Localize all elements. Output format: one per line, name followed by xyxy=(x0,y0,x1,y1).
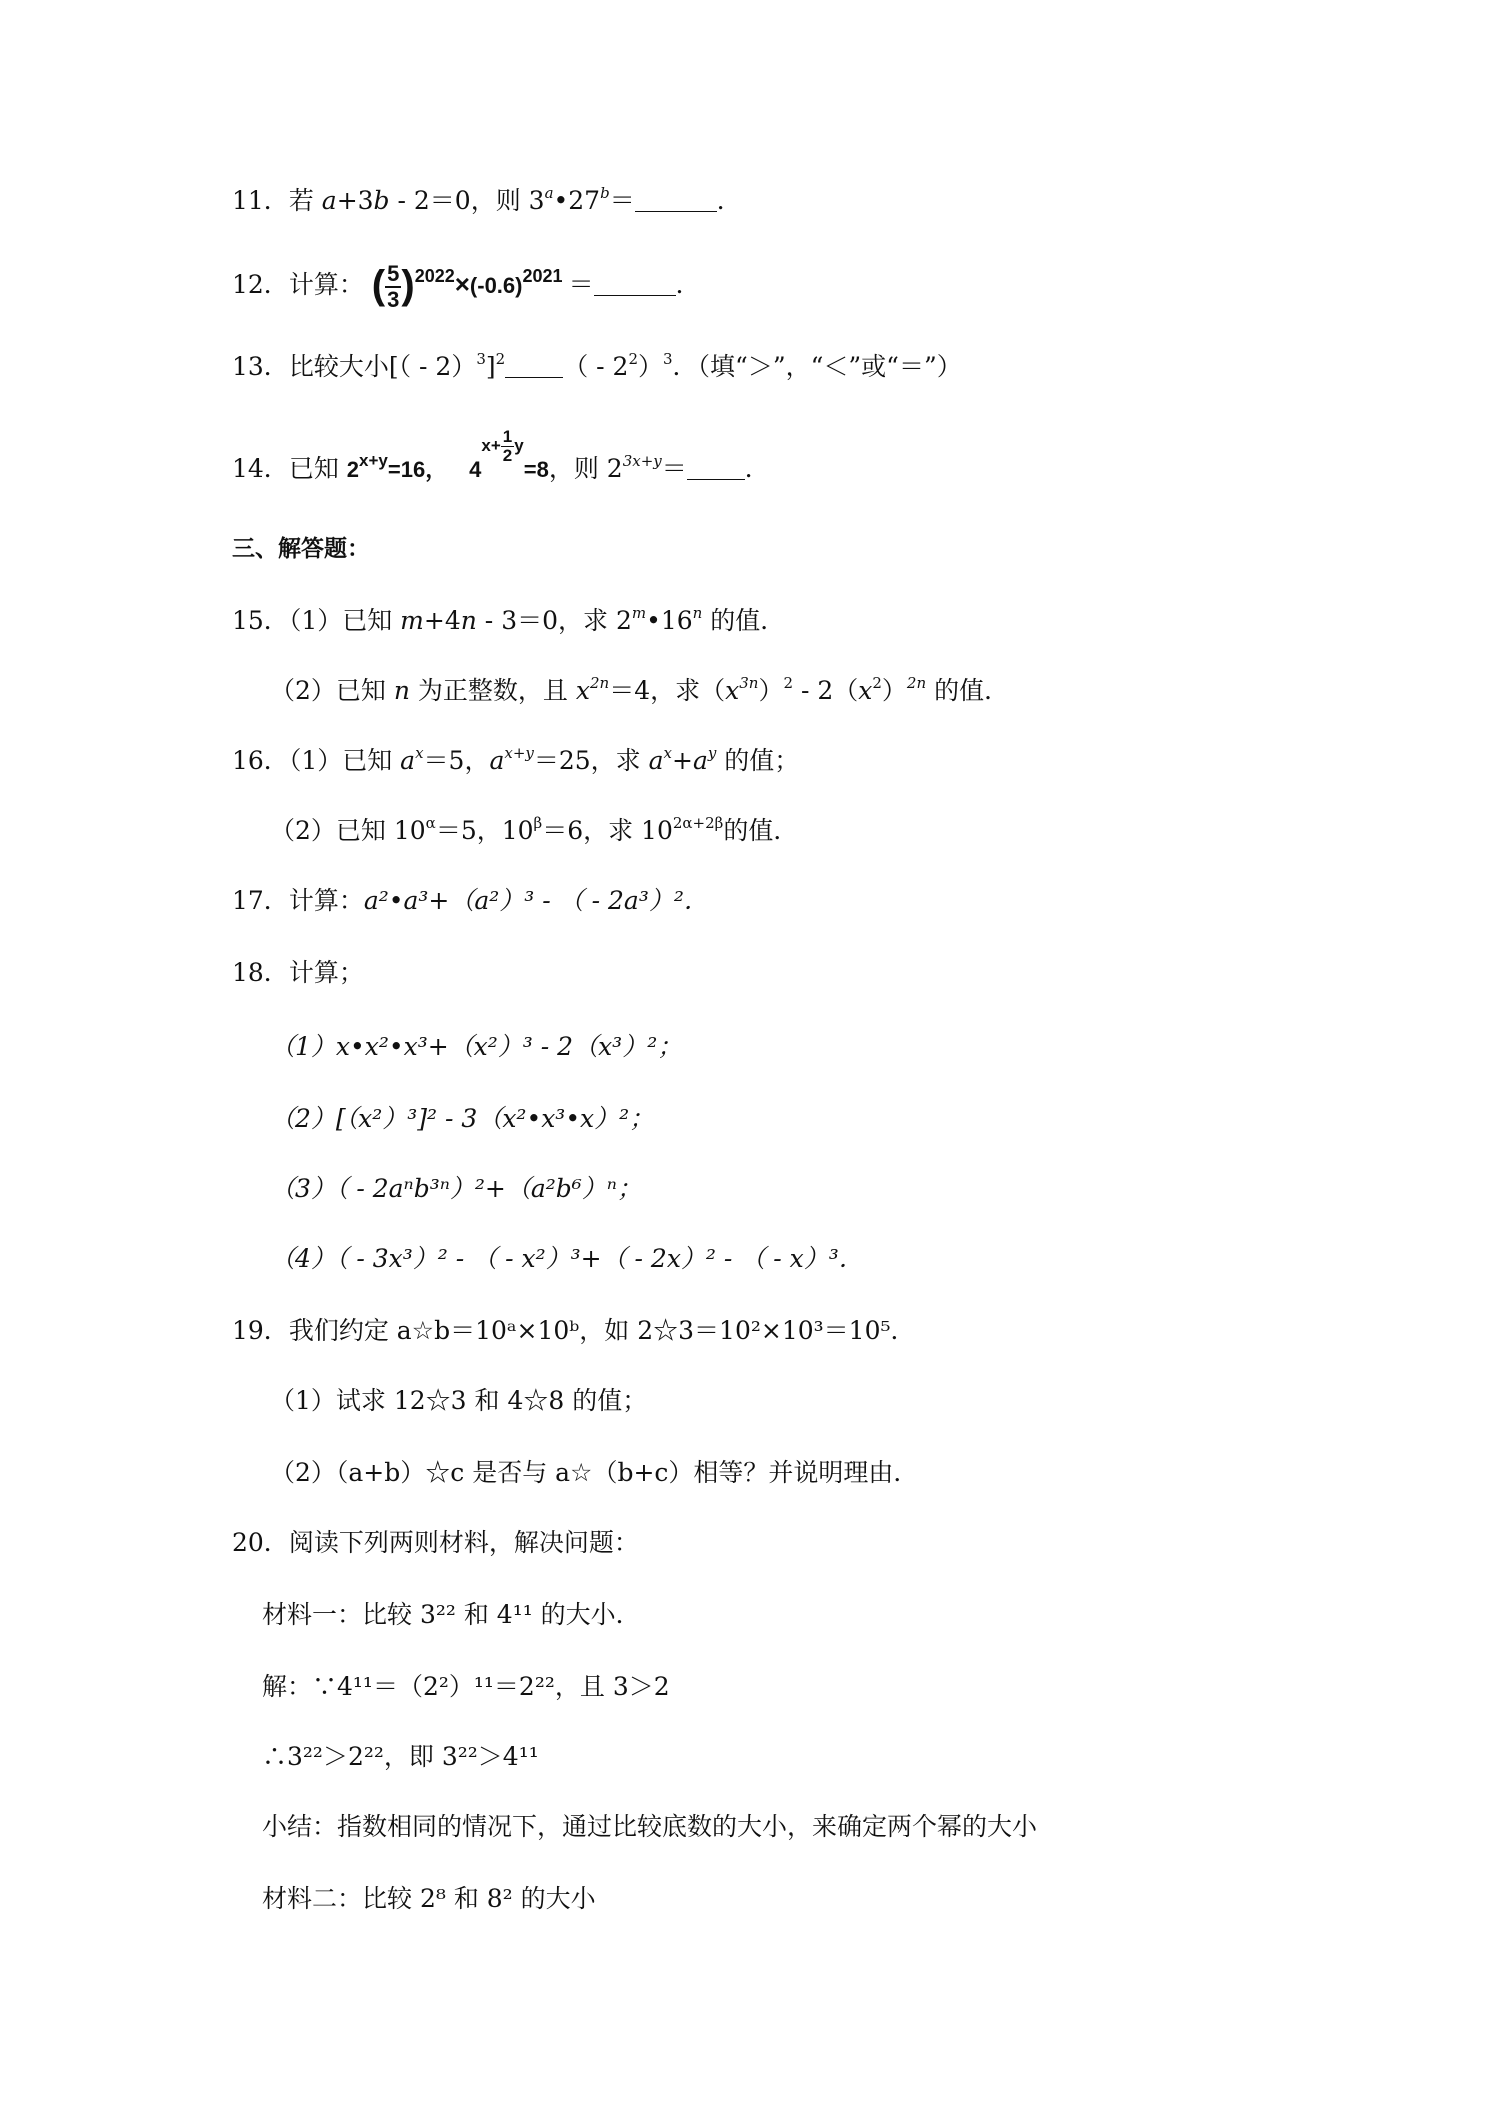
summary-line: 小结：指数相同的情况下，通过比较底数的大小，来确定两个幂的大小 xyxy=(262,1812,1038,1841)
expression: a²•a³+（a²）³ - （ - 2a³）²． xyxy=(363,886,709,915)
question-number: 17． xyxy=(232,886,289,915)
question-number: 20． xyxy=(232,1528,289,1557)
answer-blank xyxy=(505,355,563,378)
section-heading: 三、解答题： xyxy=(232,536,370,562)
answer-blank xyxy=(635,189,717,212)
question-15-part-2: （2）已知 n 为正整数，且 $x^{2n}=4$，求$(x^{3n})^2 - 2(x^2)^{2n}$ 的值． xyxy=(270,674,1010,705)
question-12: 12．计算： ( $\frac{5}{3}$ )$^{2022}\times(-0.6)^{2021}$ ＝ ． xyxy=(232,261,701,312)
fraction: $\frac{5}{3}$ xyxy=(387,261,400,312)
question-18-part-1: （1）x•x²•x³+（x²）³ - 2（x³）²； xyxy=(270,1032,683,1061)
question-17: 17．计算：a²•a³+（a²）³ - （ - 2a³）²． xyxy=(232,886,709,915)
question-number: 11． xyxy=(232,186,289,215)
question-14: 14．已知 $2^{x+y}=16$， $4^{x+ \frac{1}{2} y}=8$，则 $2^{3x+y}=$ ． xyxy=(232,427,770,483)
equation-image-2: $4^{x+ \frac{1}{2} y}=8$ xyxy=(469,427,549,482)
answer-blank xyxy=(594,273,676,296)
question-16-part-1: 16．（1）已知 $a^x=5$，$a^{x+y}=25$，求 $a^x+a^y$ 的值； xyxy=(232,744,800,775)
question-18-part-3: （3）（ - 2aⁿb³ⁿ）²+（a²b⁶）ⁿ； xyxy=(270,1174,642,1203)
equation-image-1: $2^{x+y}=16$， xyxy=(346,451,448,482)
question-19: 19．我们约定 a☆b＝10ᵃ×10ᵇ，如 2☆3＝10²×10³＝10⁵． xyxy=(232,1316,916,1345)
question-18-part-4: （4）（ - 3x³）² - （ - x²）³+（ - 2x）² - （ - x）³． xyxy=(270,1244,864,1273)
therefore-line: ∴3²²＞2²²，即 3²²＞4¹¹ xyxy=(262,1742,539,1771)
question-13: 13．比较大小[（ - 2）$^3$]$^2$ （ - $2^2)^3$．（填“＞”，“＜”或“＝”） xyxy=(232,350,962,381)
question-number: 19． xyxy=(232,1316,289,1345)
question-number: 12． xyxy=(232,269,289,299)
solution-line: 解：∵4¹¹＝（2²）¹¹＝2²²，且 3＞2 xyxy=(262,1672,670,1701)
answer-blank xyxy=(687,457,745,480)
question-18: 18．计算； xyxy=(232,958,364,987)
question-18-part-2: （2）[（x²）³]² - 3（x²•x³•x）²； xyxy=(270,1104,655,1133)
question-19-part-2: （2）（a+b）☆c 是否与 a☆（b+c）相等？并说明理由． xyxy=(270,1458,919,1487)
question-20: 20．阅读下列两则材料，解决问题： xyxy=(232,1528,639,1557)
question-19-part-1: （1）试求 12☆3 和 4☆8 的值； xyxy=(270,1386,648,1415)
question-15-part-1: 15．（1）已知 m+4n - 3＝0，求 2$^m$•16$^n$ 的值． xyxy=(232,604,786,635)
power-expression: ( $\frac{5}{3}$ )$^{2022}\times(-0.6)^{2021}$ xyxy=(371,261,563,312)
question-number: 13． xyxy=(232,352,289,381)
question-number: 14． xyxy=(232,454,289,483)
material-1: 材料一：比较 3²² 和 4¹¹ 的大小． xyxy=(262,1600,641,1629)
question-11: 11．若 a+3b - 2＝0，则 $3^a•27^b=$ ． xyxy=(232,184,742,215)
question-number: 16． xyxy=(232,746,289,775)
question-16-part-2: （2）已知 $10^\alpha=5$，$10^\beta=6$，求 $10^{2\alpha+2\beta}$的值． xyxy=(270,814,799,845)
material-2: 材料二：比较 2⁸ 和 8² 的大小 xyxy=(262,1884,596,1913)
question-number: 15． xyxy=(232,606,289,635)
question-number: 18． xyxy=(232,958,289,987)
